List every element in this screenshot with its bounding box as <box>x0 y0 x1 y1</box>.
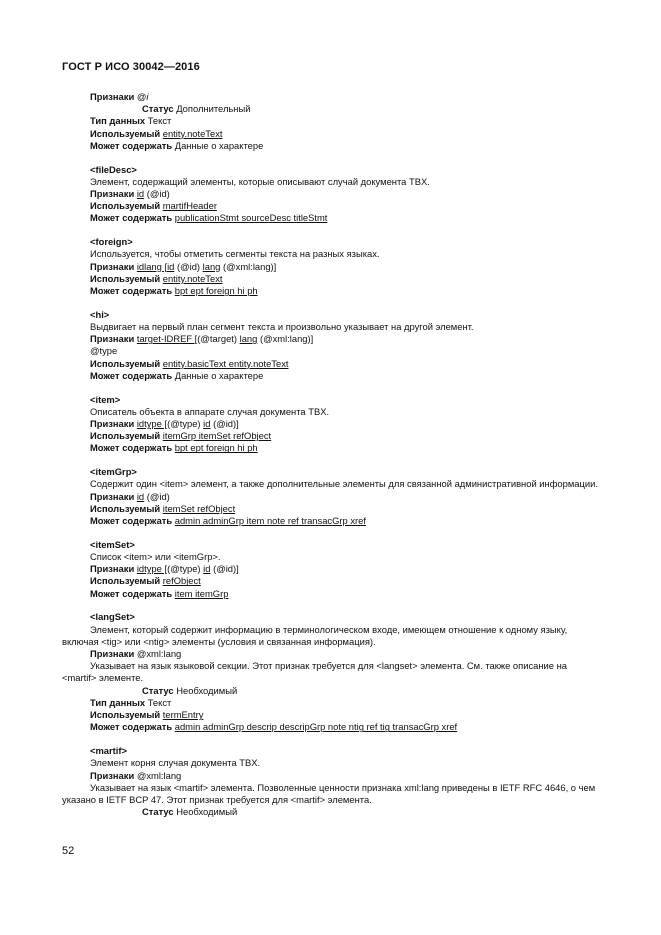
text-line <box>62 91 600 103</box>
field-label: Может содержать <box>90 721 173 733</box>
field-text: Текст <box>145 696 172 708</box>
text-line <box>62 611 600 623</box>
text-line <box>62 539 600 551</box>
element-link: item itemGrp <box>174 587 229 599</box>
paragraph-gap <box>62 297 600 309</box>
element-link: publicationStmt sourceDesc titleStmt <box>174 212 328 224</box>
text-line <box>62 370 600 382</box>
text-line <box>62 394 600 406</box>
element-link: bpt ept foreign hi ph <box>174 285 258 297</box>
text-line <box>62 478 600 490</box>
field-label: Может содержать <box>90 587 173 599</box>
field-text: Список <item> или <itemGrp>. <box>90 551 221 563</box>
text-line <box>62 624 600 648</box>
text-line <box>62 491 600 503</box>
element-link: idlang [id <box>136 260 175 272</box>
field-text: (@id) <box>144 188 170 200</box>
field-label: Признаки <box>90 769 135 781</box>
text-line <box>62 103 600 115</box>
element-link: lang <box>202 260 221 272</box>
field-label: Используемый <box>90 127 161 139</box>
text-line <box>62 588 600 600</box>
text-line <box>62 212 600 224</box>
field-text: Описатель объекта в аппарате случая документа TBX. <box>90 405 330 417</box>
field-text: (@target) <box>197 333 240 345</box>
text-line <box>62 358 600 370</box>
field-label: Используемый <box>90 357 161 369</box>
element-link: refObject <box>162 575 201 587</box>
field-text: (@id)] <box>210 563 239 575</box>
field-label: Используемый <box>90 502 161 514</box>
text-line <box>62 709 600 721</box>
field-text: @xml:lang <box>134 769 182 781</box>
field-label: Статус <box>142 806 174 818</box>
text-line <box>62 164 600 176</box>
text-line <box>62 418 600 430</box>
text-line <box>62 430 600 442</box>
field-label: Признаки <box>90 260 135 272</box>
element-link: itemSet refObject <box>162 502 236 514</box>
field-text: (@type) <box>167 563 204 575</box>
field-label: Тип данных <box>90 696 146 708</box>
element-link: id <box>136 188 145 200</box>
text-line <box>62 575 600 587</box>
field-label: Используемый <box>90 200 161 212</box>
element-link: target-IDREF [ <box>136 333 198 345</box>
field-label: Может содержать <box>90 285 173 297</box>
field-label: Признаки <box>90 490 135 502</box>
text-line <box>62 685 600 697</box>
field-text: (@id) <box>144 490 170 502</box>
element-link: id <box>136 490 145 502</box>
paragraph-gap <box>62 600 600 612</box>
text-line <box>62 563 600 575</box>
field-label: Используемый <box>90 272 161 284</box>
field-text: @type <box>90 345 118 357</box>
field-text: Необходимый <box>173 684 238 696</box>
text-line <box>62 128 600 140</box>
field-text: (@xml:lang)] <box>257 333 314 345</box>
field-label: <item> <box>90 393 121 405</box>
field-label: Признаки <box>90 91 135 102</box>
field-label: <fileDesc> <box>90 163 137 175</box>
element-link: bpt ept foreign hi ph <box>174 442 258 454</box>
field-text: Элемент, содержащий элементы, которые описывают случай документа TBX. <box>90 175 430 187</box>
field-text: Данные о характере <box>172 369 264 381</box>
field-text: (@type) <box>167 418 204 430</box>
text-line <box>62 745 600 757</box>
field-label: <itemGrp> <box>90 466 137 478</box>
field-text: Содержит один <item> элемент, а также дополнительные элементы для связанной административной информации. <box>90 478 598 490</box>
element-link: entity.noteText <box>162 127 223 139</box>
field-text: @ <box>134 91 147 102</box>
field-label: <martif> <box>90 745 127 757</box>
element-link: id <box>203 563 211 575</box>
field-text: Используется, чтобы отметить сегменты текста на разных языках. <box>90 248 380 260</box>
field-label: Может содержать <box>90 212 173 224</box>
field-text: Необходимый <box>173 806 238 818</box>
page-number: 52 <box>62 845 75 857</box>
field-label: Признаки <box>90 333 135 345</box>
element-link: idtype [ <box>136 563 168 575</box>
paragraph-gap <box>62 225 600 237</box>
paragraph-gap <box>62 527 600 539</box>
text-line <box>62 309 600 321</box>
document-body <box>62 91 600 818</box>
text-line <box>62 442 600 454</box>
text-line <box>62 503 600 515</box>
text-line <box>62 236 600 248</box>
field-label: Может содержать <box>90 442 173 454</box>
element-link: termEntry <box>162 709 204 721</box>
field-label: Признаки <box>90 188 135 200</box>
field-label: Признаки <box>90 418 135 430</box>
element-link: martifHeader <box>162 200 217 212</box>
field-label: Используемый <box>90 709 161 721</box>
text-line <box>62 200 600 212</box>
text-line <box>62 648 600 660</box>
text-line <box>62 248 600 260</box>
text-line <box>62 321 600 333</box>
page-header: ГОСТ Р ИСО 30042—2016 <box>62 61 200 73</box>
text-line <box>62 115 600 127</box>
field-label: Статус <box>142 103 174 115</box>
field-label: Может содержать <box>90 369 173 381</box>
field-label: <foreign> <box>90 236 133 248</box>
field-text: Элемент, который содержит информацию в терминологическом входе, имеющем отношение к одному языку, включая <tig> или <ntig> элементы (условия и связанная информация). <box>62 623 568 647</box>
element-link: entity.basicText entity.noteText <box>162 357 289 369</box>
text-line <box>62 333 600 345</box>
text-line <box>62 551 600 563</box>
element-link: admin adminGrp item note ref transacGrp xref <box>174 515 366 527</box>
element-link: itemGrp itemSet refObject <box>162 430 272 442</box>
field-text: Дополнительный <box>173 103 251 115</box>
text-line <box>62 176 600 188</box>
paragraph-gap <box>62 455 600 467</box>
text-line <box>62 697 600 709</box>
field-text: i <box>146 91 149 102</box>
text-line <box>62 188 600 200</box>
field-text: (@id)] <box>210 418 239 430</box>
text-line <box>62 660 600 684</box>
field-label: <hi> <box>90 308 110 320</box>
field-text: Выдвигает на первый план сегмент текста и произвольно указывает на другой элемент. <box>90 321 474 333</box>
field-label: <itemSet> <box>90 538 135 550</box>
text-line <box>62 721 600 733</box>
paragraph-gap <box>62 382 600 394</box>
field-text: Текст <box>145 115 172 127</box>
element-link: id <box>203 418 211 430</box>
paragraph-gap <box>62 734 600 746</box>
element-link: admin adminGrp descrip descripGrp note ntig ref tig transacGrp xref <box>174 721 458 733</box>
field-text: Указывает на язык <martif> элемента. Позволенные ценности признака xml:lang приведены в IETF RFC 4646, о чем указано в IETF BCP 47. Этот признак требуется для <martif> элемента. <box>62 781 596 805</box>
field-label: Статус <box>142 684 174 696</box>
field-text: (@id) <box>174 260 203 272</box>
field-text: Указывает на язык языковой секции. Этот признак требуется для <langset> элемента. См. также описание на <martif> элементе. <box>62 660 567 684</box>
element-link: lang <box>239 333 258 345</box>
text-line <box>62 345 600 357</box>
field-label: Используемый <box>90 430 161 442</box>
text-line <box>62 140 600 152</box>
text-line <box>62 261 600 273</box>
field-text: @xml:lang <box>134 648 182 660</box>
text-line <box>62 406 600 418</box>
text-line <box>62 515 600 527</box>
text-line <box>62 806 600 818</box>
element-link: idtype [ <box>136 418 168 430</box>
text-line <box>62 782 600 806</box>
text-line <box>62 285 600 297</box>
field-label: Признаки <box>90 563 135 575</box>
element-link: entity.noteText <box>162 272 223 284</box>
field-label: Используемый <box>90 575 161 587</box>
field-label: <langSet> <box>90 611 135 623</box>
text-line <box>62 466 600 478</box>
field-text: (@xml:lang)] <box>220 260 277 272</box>
field-label: Может содержать <box>90 139 173 151</box>
field-text: Элемент корня случая документа TBX. <box>90 757 261 769</box>
field-text: Данные о характере <box>172 139 264 151</box>
field-label: Признаки <box>90 648 135 660</box>
field-label: Тип данных <box>90 115 146 127</box>
text-line <box>62 757 600 769</box>
text-line <box>62 770 600 782</box>
paragraph-gap <box>62 152 600 164</box>
text-line <box>62 273 600 285</box>
field-label: Может содержать <box>90 515 173 527</box>
